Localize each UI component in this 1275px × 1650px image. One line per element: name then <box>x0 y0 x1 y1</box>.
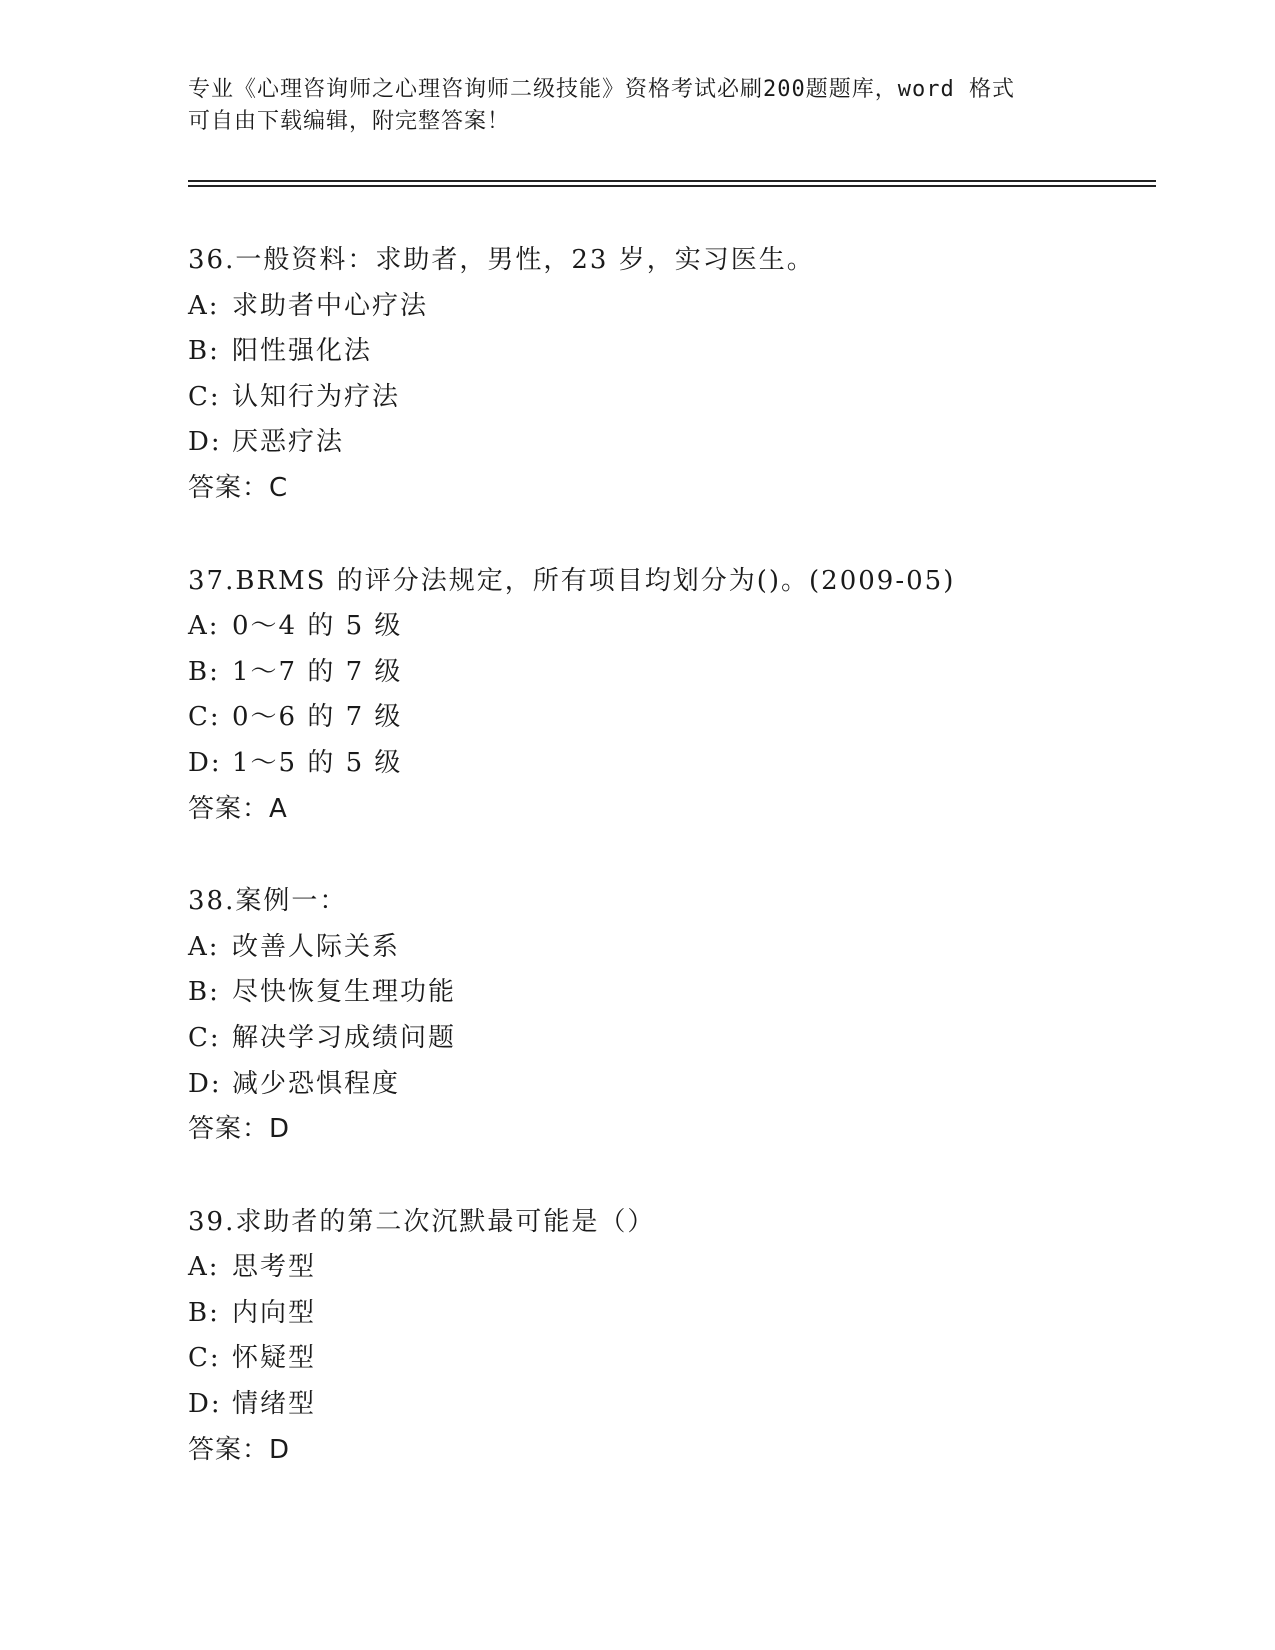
header-divider-top <box>188 180 1156 182</box>
option-key: C: <box>188 381 221 412</box>
header-divider-bottom <box>188 185 1156 187</box>
answer-option <box>188 375 1148 421</box>
option-text: 认知行为疗法 <box>232 381 401 412</box>
answer-option <box>188 695 1148 741</box>
answer-option <box>188 1382 1148 1428</box>
answer-line: 答案：C <box>188 472 289 503</box>
option-key: C: <box>188 1022 221 1053</box>
option-key: B: <box>188 336 220 367</box>
question-block <box>188 1200 1148 1474</box>
option-key: B: <box>188 977 220 1008</box>
option-text: 思考型 <box>232 1252 317 1283</box>
header-line-1: 专业《心理咨询师之心理咨询师二级技能》资格考试必刷200题题库，word 格式 <box>188 77 1015 102</box>
answer-option <box>188 1245 1148 1291</box>
answer-option <box>188 970 1148 1016</box>
answer-option <box>188 925 1148 971</box>
option-key: A: <box>188 290 220 321</box>
answer-line: 答案：D <box>188 1114 291 1145</box>
option-key: B: <box>188 656 220 687</box>
option-key: D: <box>188 747 222 778</box>
answer-line: 答案：A <box>188 793 288 824</box>
answer-option <box>188 329 1148 375</box>
answer-option <box>188 741 1148 787</box>
option-text: 尽快恢复生理功能 <box>232 977 457 1008</box>
option-key: A: <box>188 931 220 962</box>
question-block <box>188 879 1148 1153</box>
option-text: 1～7 的 7 级 <box>232 656 403 687</box>
option-key: C: <box>188 702 221 733</box>
option-text: 求助者中心疗法 <box>232 290 429 321</box>
option-key: D: <box>188 1068 222 1099</box>
option-text: 0～4 的 5 级 <box>232 611 403 642</box>
option-text: 怀疑型 <box>232 1343 317 1374</box>
answer-option <box>188 604 1148 650</box>
header-line-2: 可自由下载编辑，附完整答案！ <box>188 109 511 134</box>
answer-line: 答案：D <box>188 1434 291 1465</box>
option-key: C: <box>188 1343 221 1374</box>
option-text: 0～6 的 7 级 <box>232 702 403 733</box>
question-block <box>188 559 1148 833</box>
option-text: 解决学习成绩问题 <box>232 1022 457 1053</box>
answer-option <box>188 1016 1148 1062</box>
option-key: D: <box>188 427 222 458</box>
answer-option <box>188 284 1148 330</box>
option-text: 阳性强化法 <box>232 336 373 367</box>
answer-option <box>188 1062 1148 1108</box>
option-text: 厌恶疗法 <box>232 427 345 458</box>
option-text: 1～5 的 5 级 <box>232 747 403 778</box>
question-title: 38.案例一： <box>188 886 348 917</box>
option-text: 情绪型 <box>232 1389 317 1420</box>
question-title: 36.一般资料：求助者，男性，23 岁，实习医生。 <box>188 245 815 275</box>
question-title: 39.求助者的第二次沉默最可能是（） <box>188 1206 656 1237</box>
option-key: A: <box>188 1252 220 1283</box>
question-block <box>188 238 1148 512</box>
answer-option <box>188 650 1148 696</box>
option-key: B: <box>188 1297 220 1328</box>
option-text: 内向型 <box>232 1297 317 1328</box>
answer-option <box>188 1336 1148 1382</box>
document-header <box>188 74 1088 138</box>
answer-option <box>188 1291 1148 1337</box>
option-text: 减少恐惧程度 <box>232 1068 401 1099</box>
option-key: D: <box>188 1389 222 1420</box>
question-list <box>188 238 1148 1520</box>
question-title: 37.BRMS 的评分法规定，所有项目均划分为()。(2009-05) <box>188 565 956 596</box>
answer-option <box>188 420 1148 466</box>
option-key: A: <box>188 611 220 642</box>
option-text: 改善人际关系 <box>232 931 401 962</box>
